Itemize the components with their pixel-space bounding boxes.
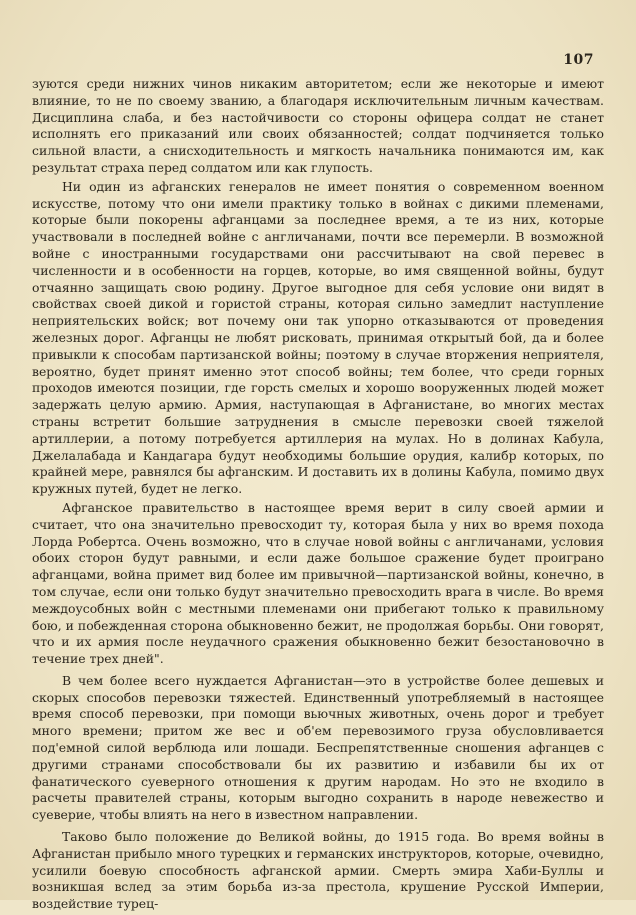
paragraph-2: Ни один из афганских генералов не имеет понятия о современном военном искусстве, потому что они имели практику только в войнах с дикими племенами, которые были покорены афганцами за последнее время, а те из них, которые участвовали в последней войне с англичанами, почти все перемерли. В возможной войне с иностранными государствами они рассчитывают на свой перевес в численности и в особенности на горцев, которые, во имя священной войны, будут отчаянно защищать свою родину. Другое выгодное для себя условие они видят в свойствах своей дикой и гористой страны, которая сильно замедлит наступление неприятельских войск; вот почему они так упорно отказываются от проведения железных дорог. Афганцы не любят рисковать, принимая открытый бой, да и более привыкли к способам партизанской войны; поэтому в случае вторжения неприятеля, вероятно, будет принят именно этот способ войны; тем более, что среди горных проходов имеются позиции, где горсть смелых и хорошо вооруженных людей может задержать целую армию. Армия, наступающая в Афганистане, во многих местах страны встретит большие затруднения в смысле перевозки своей тяжелой артиллерии, а потому потребуется артиллерия на мулах. Но в долинах Кабула, Джелалабада и Кандагара будут необходимы большие орудия, калибр которых, по крайней мере, равнялся бы афганским. И доставить их в долины Кабула, помимо двух кружных путей, будет не легко. (32, 178, 604, 497)
paragraph-3: Афганское правительство в настоящее время верит в силу своей армии и считает, что она значительно превосходит ту, которая была у них во время похода Лорда Робертса. Очень возможно, что в случае новой войны с англичанами, условия обоих сторон будут равными, и если даже большое сражение будет проиграно афганцами, война примет вид более им привычной—партизанской войны, конечно, в том случае, если они только будут значительно превосходить врага в числе. Во время междоусобных войн с местными племенами они прибегают только к правильному бою, и побежденная сторона обыкновенно бежит, не продолжая борьбы. Они говорят, что и их армия после неудачного сражения обыкновенно бежит безостановочно в течение трех дней". (32, 499, 604, 667)
paragraph-1: зуются среди нижних чинов никаким авторитетом; если же некоторые и имеют влияние, то не по своему званию, а благодаря исключительным личным качествам. Дисциплина слаба, и без настойчивости со стороны офицера солдат не станет исполнять его приказаний или своих обязанностей; солдат подчиняется только сильной власти, а снисходительность и мягкость начальника понимаются им, как результат страха перед солдатом или как глупость. (32, 76, 604, 175)
page-body (32, 76, 604, 915)
page-number: 107 (563, 52, 594, 68)
paragraph-5: Таково было положение до Великой войны, до 1915 года. Во время войны в Афганистан прибыло много турецких и германских инструкторов, которые, очевидно, усилили боевую способность афганской армии. Смерть эмира Хаби-Буллы и возникшая вслед за этим борьба из-за престола, крушение Русской Империи, воздействие турец- (32, 829, 604, 912)
paragraph-4: В чем более всего нуждается Афганистан—это в устройстве более дешевых и скорых способов перевозки тяжестей. Единственный употребляемый в настоящее время способ перевозки, при помощи вьючных животных, очень дорог и требует много времени; притом же вес и об'ем перевозимого груза обусловливается под'емной силой верблюда или лошади. Беспрепятственные сношения афганцев с другими странами способствовали бы их развитию и избавили бы их от фанатического суеверного отношения к другим народам. Но это не входило в расчеты правителей страны, которым выгодно сохранить в народе невежество и суеверие, чтобы влиять на него в известном направлении. (32, 672, 604, 823)
